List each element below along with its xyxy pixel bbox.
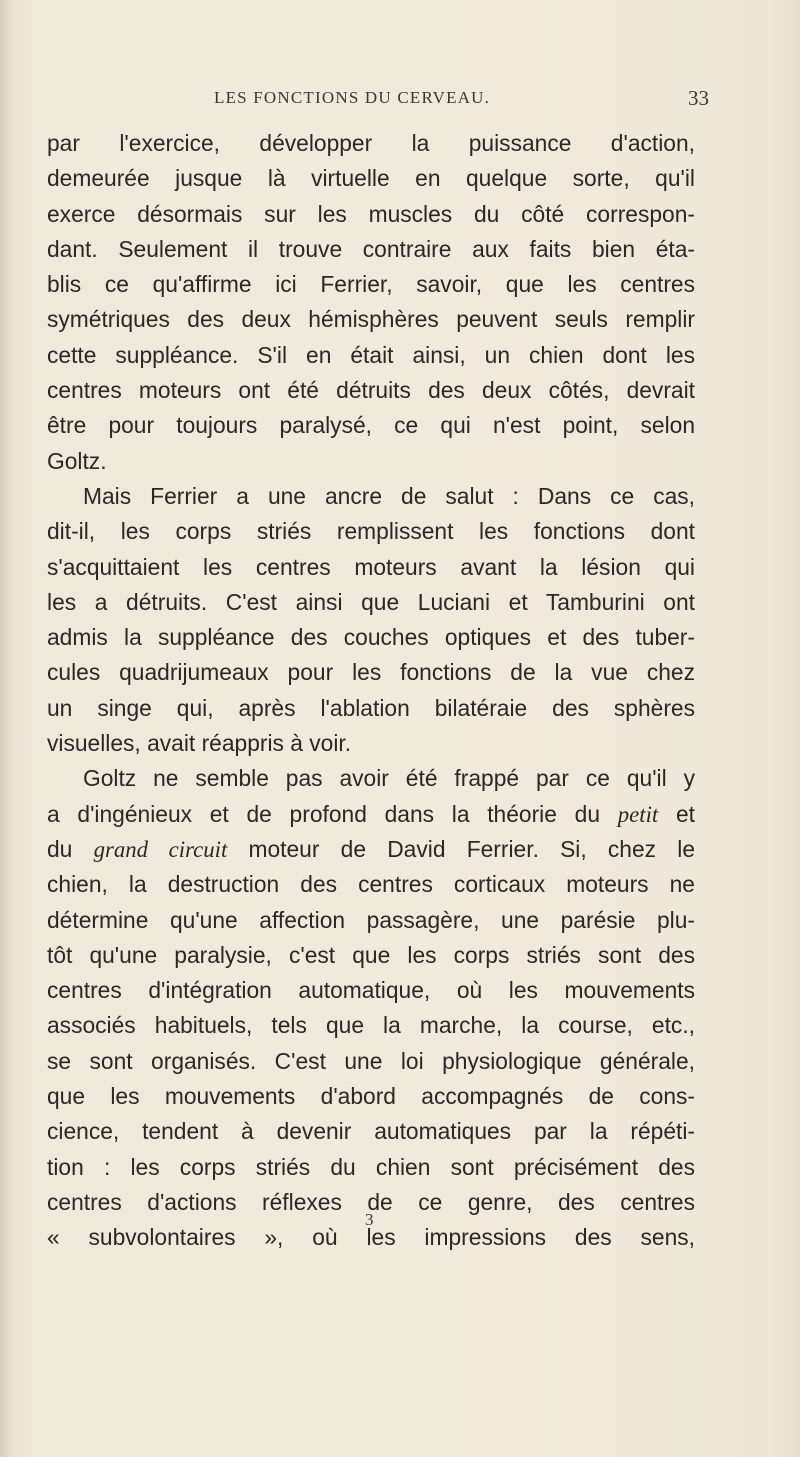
text-line: s'acquittaient les centres moteurs avant la lésion qui — [47, 553, 695, 580]
text-line: centres d'intégration automatique, où les mouvements — [47, 977, 695, 1004]
text-line: se sont organisés. C'est une loi physiologique générale, — [47, 1047, 695, 1074]
text-line: être pour toujours paralysé, ce qui n'est point, selon — [47, 412, 695, 439]
text-line: par l'exercice, développer la puissance d'action, — [47, 130, 695, 156]
text-line: exerce désormais sur les muscles du côté correspon- — [47, 200, 695, 227]
text-line: tion : les corps striés du chien sont précisément des — [47, 1153, 695, 1180]
text-line-mixed — [47, 797, 695, 832]
text-line: demeurée jusque là virtuelle en quelque sorte, qu'il — [47, 165, 695, 192]
text-line: détermine qu'une affection passagère, une parésie plu- — [47, 906, 695, 933]
text-line: visuelles, avait réappris à voir. — [47, 730, 352, 757]
text-line: Goltz. — [47, 447, 107, 474]
text-line: Mais Ferrier a une ancre de salut : Dans ce cas, — [83, 482, 695, 509]
text-line: dant. Seulement il trouve contraire aux faits bien éta- — [47, 235, 695, 262]
text-line-mixed — [47, 832, 695, 867]
body-text — [47, 126, 695, 1256]
page-edge-shadow — [0, 0, 14, 1457]
text-line: Goltz ne semble pas avoir été frappé par ce qu'il y — [83, 765, 695, 792]
italic-term-grand-circuit: grand circuit — [93, 836, 228, 862]
text-line: cules quadrijumeaux pour les fonctions de la vue chez — [47, 659, 695, 686]
text-line: centres moteurs ont été détruits des deux côtés, devrait — [47, 377, 695, 404]
text-line: symétriques des deux hémisphères peuvent seuls remplir — [47, 306, 695, 333]
text-segment: et — [676, 800, 696, 827]
text-segment: a d'ingénieux et de profond dans la théorie du — [47, 800, 600, 827]
text-segment: du — [47, 835, 73, 862]
signature-mark: 3 — [365, 1210, 374, 1229]
text-line: centres d'actions réflexes de ce genre, des centres — [47, 1188, 695, 1215]
text-line: les a détruits. C'est ainsi que Luciani et Tamburini ont — [47, 588, 695, 615]
running-head — [0, 88, 800, 114]
text-line: blis ce qu'affirme ici Ferrier, savoir, que les centres — [47, 271, 695, 298]
text-line: tôt qu'une paralysie, c'est que les corps striés sont des — [47, 941, 695, 968]
text-line: que les mouvements d'abord accompagnés de cons- — [47, 1083, 695, 1110]
text-line: admis la suppléance des couches optiques et des tuber- — [47, 624, 695, 651]
text-line: un singe qui, après l'ablation bilatéraie des sphères — [47, 694, 695, 721]
text-line: « subvolontaires », où les impressions des sens, — [47, 1224, 695, 1251]
text-line: dit-il, les corps striés remplissent les fonctions dont — [47, 518, 695, 545]
page-number: 33 — [688, 86, 709, 110]
italic-term-petit: petit — [617, 801, 659, 827]
text-segment: moteur de David Ferrier. Si, chez le — [248, 835, 696, 862]
text-line: cette suppléance. S'il en était ainsi, un chien dont les — [47, 341, 695, 368]
text-line: cience, tendent à devenir automatiques par la répéti- — [47, 1118, 695, 1145]
text-line: chien, la destruction des centres corticaux moteurs ne — [47, 871, 695, 898]
text-line: associés habituels, tels que la marche, la course, etc., — [47, 1012, 695, 1039]
running-title: LES FONCTIONS DU CERVEAU. — [214, 88, 491, 107]
